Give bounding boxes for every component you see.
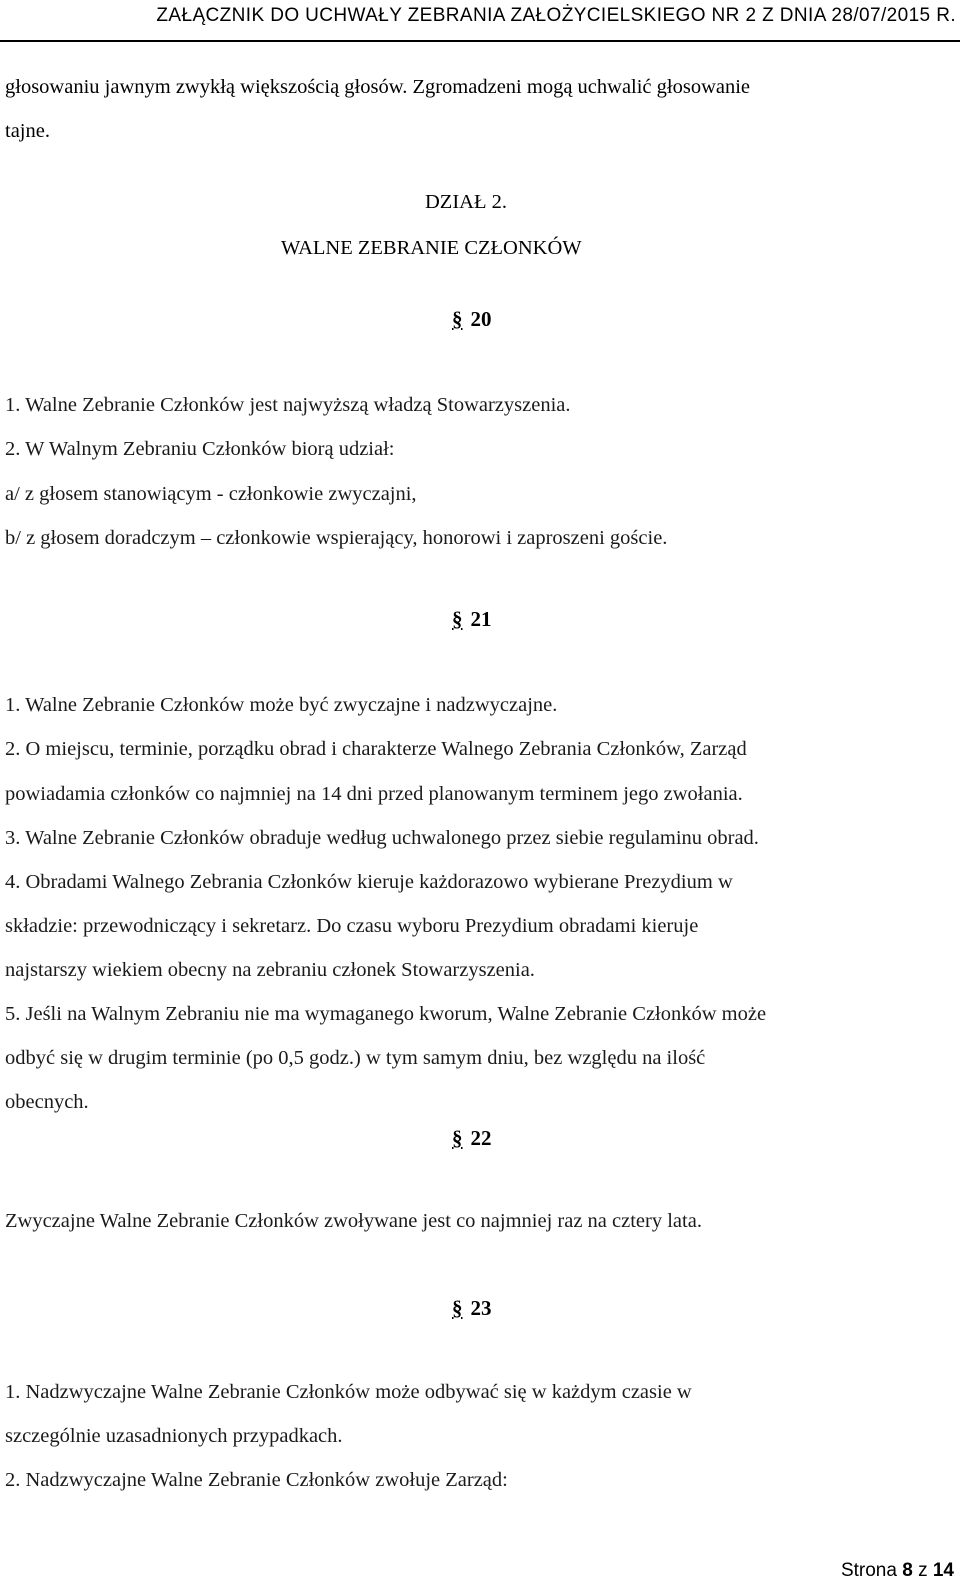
p21-line-3: powiadamia członków co najmniej na 14 dni przed planowanym terminem jego zwołania.	[5, 783, 743, 805]
p21-line-10: obecnych.	[5, 1091, 89, 1113]
section-sign: §	[452, 1296, 463, 1320]
p20-line-3: a/ z głosem stanowiącym - członkowie zwyczajni,	[5, 483, 417, 505]
p23-line-3: 2. Nadzwyczajne Walne Zebranie Członków zwołuje Zarząd:	[5, 1469, 508, 1491]
current-page: 8	[902, 1560, 913, 1581]
document-header: ZAŁĄCZNIK DO UCHWAŁY ZEBRANIA ZAŁOŻYCIELSKIEGO NR 2 Z DNIA 28/07/2015 R.	[156, 5, 956, 26]
total-pages: 14	[932, 1560, 954, 1581]
paragraph-number: 23	[470, 1296, 492, 1320]
section-number: DZIAŁ 2.	[425, 191, 507, 213]
section-sign: §	[452, 607, 463, 631]
page-number-footer	[841, 1560, 954, 1582]
page-label: Strona	[840, 1560, 897, 1581]
page-separator: z	[918, 1560, 928, 1581]
p23-line-1: 1. Nadzwyczajne Walne Zebranie Członków może odbywać się w każdym czasie w	[5, 1381, 692, 1403]
p21-line-6: składzie: przewodniczący i sekretarz. Do czasu wyboru Prezydium obradami kieruje	[5, 915, 699, 937]
paragraph-number: 20	[470, 307, 492, 331]
p21-line-9: odbyć się w drugim terminie (po 0,5 godz.) w tym samym dniu, bez względu na ilość	[5, 1047, 706, 1069]
p21-line-5: 4. Obradami Walnego Zebrania Członków kieruje każdorazowo wybierane Prezydium w	[5, 871, 733, 893]
paragraph-20-heading	[452, 307, 492, 331]
p21-line-1: 1. Walne Zebranie Członków może być zwyczajne i nadzwyczajne.	[5, 694, 558, 716]
p20-line-4: b/ z głosem doradczym – członkowie wspierający, honorowi i zaproszeni goście.	[5, 527, 668, 549]
p23-line-2: szczególnie uzasadnionych przypadkach.	[5, 1425, 343, 1447]
p21-line-8: 5. Jeśli na Walnym Zebraniu nie ma wymaganego kworum, Walne Zebranie Członków może	[5, 1003, 767, 1025]
section-title: WALNE ZEBRANIE CZŁONKÓW	[281, 237, 582, 259]
p21-line-7: najstarszy wiekiem obecny na zebraniu członek Stowarzyszenia.	[5, 959, 535, 981]
p21-line-4: 3. Walne Zebranie Członków obraduje według uchwalonego przez siebie regulaminu obrad.	[5, 827, 759, 849]
paragraph-23-heading	[452, 1296, 492, 1320]
paragraph-number: 22	[470, 1126, 492, 1150]
paragraph-number: 21	[470, 607, 492, 631]
intro-line-1: głosowaniu jawnym zwykłą większością głosów. Zgromadzeni mogą uchwalić głosowanie	[5, 76, 751, 98]
paragraph-22-heading	[452, 1126, 492, 1150]
section-sign: §	[452, 307, 463, 331]
intro-line-2: tajne.	[5, 120, 50, 142]
p22-line-1: Zwyczajne Walne Zebranie Członków zwoływane jest co najmniej raz na cztery lata.	[5, 1210, 702, 1232]
p20-line-1: 1. Walne Zebranie Członków jest najwyższą władzą Stowarzyszenia.	[5, 394, 571, 416]
p20-line-2: 2. W Walnym Zebraniu Członków biorą udział:	[5, 438, 395, 460]
header-rule	[0, 40, 960, 42]
p21-line-2: 2. O miejscu, terminie, porządku obrad i charakterze Walnego Zebrania Członków, Zarząd	[5, 738, 747, 760]
paragraph-21-heading	[452, 607, 492, 631]
section-sign: §	[452, 1126, 463, 1150]
